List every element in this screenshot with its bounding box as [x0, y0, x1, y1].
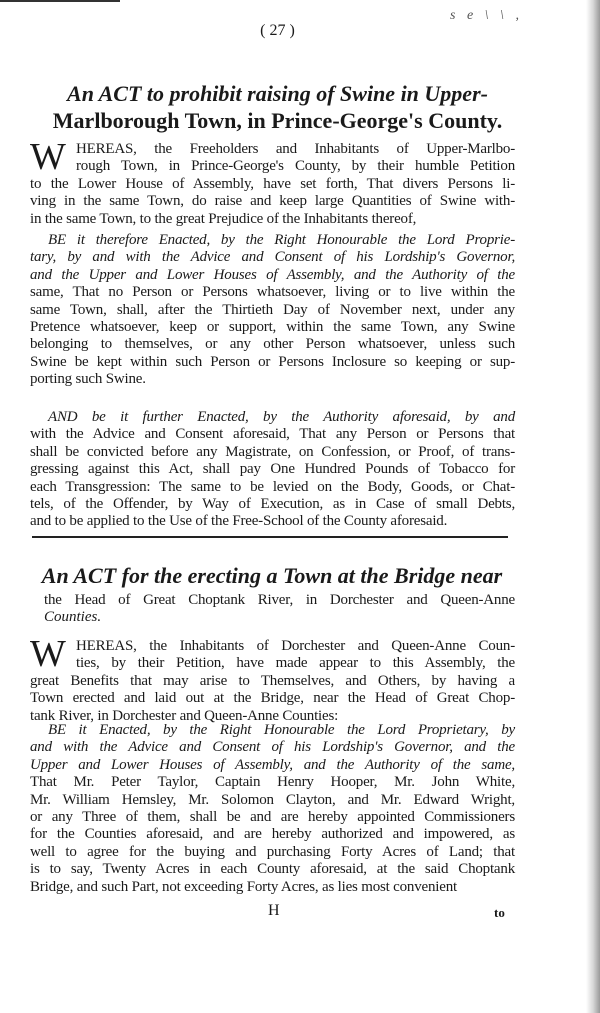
text-line: rough Town, in Prince-George's County, by their humble Petition: [76, 158, 515, 175]
text-line: well to agree for the buying and purchasing Forty Acres of Land; that: [30, 843, 515, 860]
text-line: Upper and Lower Houses of Assembly, and the Authority of the same,: [30, 756, 515, 773]
text-line: BE it Enacted, by the Right Honourable the Lord Proprietary, by: [48, 722, 515, 738]
text-line: gressing against this Act, shall pay One Hundred Pounds of Tobacco for: [30, 461, 515, 478]
scan-edge-top: [0, 0, 120, 2]
act1-enacted: [30, 232, 515, 389]
text-line: belonging to themselves, or any other Person whatsoever, unless such: [30, 336, 515, 353]
text-line: is to say, Twenty Acres in each County aforesaid, at the said Choptank: [30, 861, 515, 878]
text-line: Bridge, and such Part, not exceeding Forty Acres, as lies most convenient: [30, 878, 457, 895]
text-line: Town erected and laid out at the Bridge, near the Head of Great Chop-: [30, 690, 515, 707]
text-line: tary, by and with the Advice and Consent of his Lordship's Governor,: [30, 249, 515, 266]
text-line: and to be applied to the Use of the Free-School of the County aforesaid.: [30, 513, 448, 530]
act1-title-line1: An ACT to prohibit raising of Swine in Upper-: [67, 81, 488, 106]
act1-title-line2: Marlborough Town, in Prince-George's County.: [52, 108, 503, 133]
text-line: AND be it further Enacted, by the Authority aforesaid, by and: [48, 409, 515, 425]
text-line: same Town, shall, after the Thirtieth Day of November next, under any: [30, 301, 515, 318]
text-line: and with the Advice and Consent of his Lordship's Governor, and the: [30, 739, 515, 756]
act2-whereas: [30, 633, 515, 725]
drop-cap: W: [30, 136, 66, 178]
act1-title: [5, 80, 550, 134]
act1-whereas: [30, 136, 515, 228]
text-line: shall be convicted before any Magistrate, on Confession, or Proof, of trans-: [30, 443, 515, 460]
margin-marks: s e \ \ ,: [450, 8, 523, 23]
text-line: That Mr. Peter Taylor, Captain Henry Hooper, Mr. John White,: [30, 774, 515, 791]
text-line: same, That no Person or Persons whatsoever, living or to live within the: [30, 284, 515, 301]
act2-enacted: [30, 722, 515, 896]
text-line: porting such Swine.: [30, 371, 146, 388]
text-line: Swine be kept within such Person or Persons Inclosure so keeping or sup-: [30, 353, 515, 370]
drop-cap: W: [30, 633, 66, 675]
act2-title: An ACT for the erecting a Town at the Bridge near: [41, 563, 503, 588]
text-line: to the Lower House of Assembly, have set forth, That divers Persons li-: [30, 175, 515, 192]
act2-title-line3: Counties.: [44, 609, 102, 626]
text-line: each Transgression: The same to be levied on the Body, Goods, or Chat-: [30, 478, 515, 495]
text-line: for the Counties aforesaid, and are hereby authorized and impowered, as: [30, 826, 515, 843]
text-line: ving in the same Town, do raise and keep large Quantities of Swine with-: [30, 193, 515, 210]
text-line: BE it therefore Enacted, by the Right Honourable the Lord Proprie-: [48, 232, 515, 248]
text-line: great Benefits that may arise to Themselves, and Others, by having a: [30, 672, 515, 689]
text-line: Mr. William Hemsley, Mr. Solomon Clayton, and Mr. Edward Wright,: [30, 791, 515, 808]
text-line: and the Upper and Lower Houses of Assembly, and the Authority of the: [30, 266, 515, 283]
text-line: HEREAS, the Inhabitants of Dorchester and Queen-Anne Coun-: [76, 638, 515, 654]
act2-subtitle: [44, 592, 515, 625]
text-line: tank River, in Dorchester and Queen-Anne Counties:: [30, 707, 339, 724]
signature-mark: H: [268, 902, 280, 919]
scan-edge: [586, 0, 600, 1013]
act1-further: [30, 409, 515, 531]
section-divider: [32, 536, 508, 538]
text-line: tels, of the Offender, by Way of Execution, as in Case of small Debts,: [30, 495, 515, 512]
text-line: or any Three of them, shall be and are hereby appointed Commissioners: [30, 808, 515, 825]
text-line: Pretence whatsoever, keep or support, within the same Town, any Swine: [30, 318, 515, 335]
text-line: with the Advice and Consent aforesaid, That any Person or Persons that: [30, 426, 515, 443]
act2-title-line2: the Head of Great Choptank River, in Dorchester and Queen-Anne: [44, 592, 515, 608]
page-number: ( 27 ): [260, 22, 295, 39]
text-line: ties, by their Petition, have made appear to this Assembly, the: [76, 655, 515, 672]
text-line: in the same Town, to the great Prejudice of the Inhabitants thereof,: [30, 210, 417, 227]
text-line: HEREAS, the Freeholders and Inhabitants of Upper-Marlbo-: [76, 141, 515, 157]
catchword: to: [494, 905, 505, 920]
